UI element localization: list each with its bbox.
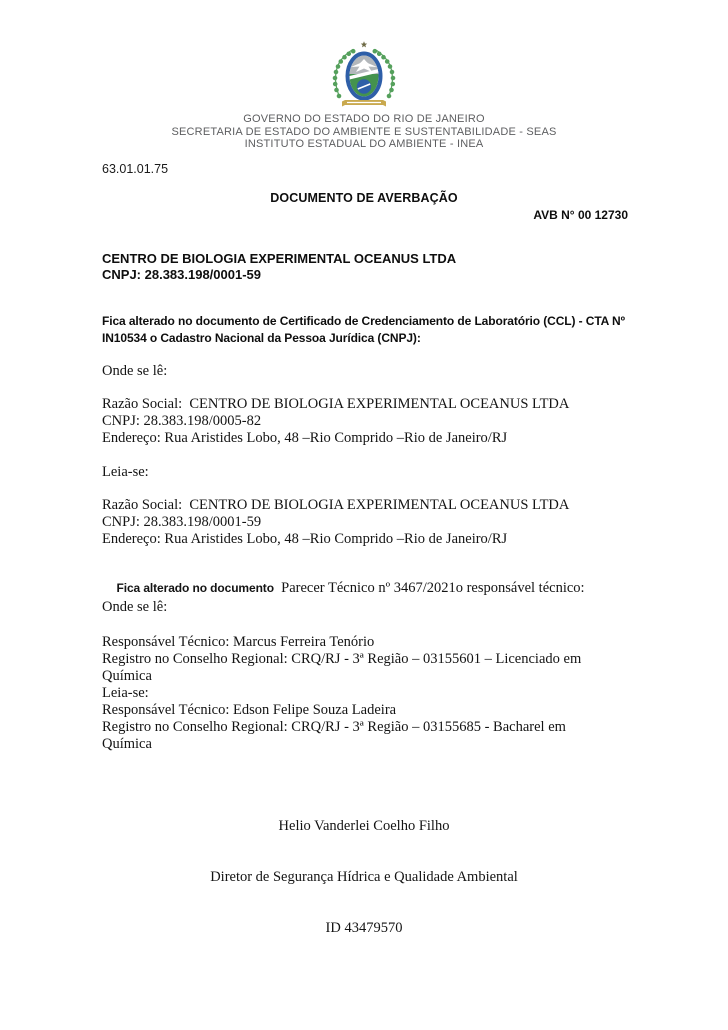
company-block: [102, 251, 456, 283]
gov-header-line-2: SECRETARIA DE ESTADO DO AMBIENTE E SUSTENTABILIDADE - SEAS: [171, 125, 557, 138]
leia-se-label-2: Leia-se:: [102, 685, 149, 701]
amendment2-intro: [102, 563, 662, 614]
endereco-original: Endereço: Rua Aristides Lobo, 48 –Rio Comprido –Rio de Janeiro/RJ: [102, 430, 508, 446]
document-title: DOCUMENTO DE AVERBAÇÃO: [270, 191, 458, 205]
coat-of-arms-svg: [322, 40, 406, 110]
amendment1-intro-line-1: Fica alterado no documento de Certificado de Credenciamento de Laboratório (CCL) - CTA Nº: [102, 314, 625, 328]
amendment2-intro-rest: Parecer Técnico nº 3467/2021o responsável técnico:: [273, 580, 585, 596]
leia-se-label-1: Leia-se:: [102, 464, 149, 480]
signature-name: Helio Vanderlei Coelho Filho: [278, 818, 450, 834]
gov-header-line-1: GOVERNO DO ESTADO DO RIO DE JANEIRO: [243, 113, 485, 125]
signature-role: Diretor de Segurança Hídrica e Qualidade Ambiental: [210, 869, 518, 885]
star-icon: [361, 41, 367, 47]
signature-block: [0, 784, 728, 971]
amendment2-block: [102, 634, 662, 753]
rio-de-janeiro-coat-of-arms-icon: [322, 40, 406, 110]
gov-header: [0, 113, 728, 151]
responsavel-corrected: Responsável Técnico: Edson Felipe Souza Ladeira: [102, 702, 397, 718]
registro-corrected-line1: Registro no Conselho Regional: CRQ/RJ - 3ª Região – 03155685 - Bacharel em: [102, 719, 566, 735]
responsavel-original: Responsável Técnico: Marcus Ferreira Tenório: [102, 634, 375, 650]
cnpj-original: CNPJ: 28.383.198/0005-82: [102, 413, 262, 429]
razao-social-corrected: Razão Social: CENTRO DE BIOLOGIA EXPERIMENTAL OCEANUS LTDA: [102, 497, 570, 513]
endereco-corrected: Endereço: Rua Aristides Lobo, 48 –Rio Comprido –Rio de Janeiro/RJ: [102, 531, 508, 547]
razao-social-original: Razão Social: CENTRO DE BIOLOGIA EXPERIMENTAL OCEANUS LTDA: [102, 396, 570, 412]
amendment1-intro: [102, 313, 630, 347]
registro-corrected-line2: Química: [102, 736, 152, 752]
company-cnpj: CNPJ: 28.383.198/0001-59: [102, 267, 262, 282]
signature-id: ID 43479570: [325, 920, 403, 936]
scroll-banner-icon: [342, 100, 386, 107]
company-name: CENTRO DE BIOLOGIA EXPERIMENTAL OCEANUS LTDA: [102, 251, 457, 266]
amendment1-corrected-block: [102, 497, 662, 548]
gov-header-line-3: INSTITUTO ESTADUAL DO AMBIENTE - INEA: [244, 138, 484, 150]
registro-original-line1: Registro no Conselho Regional: CRQ/RJ - 3ª Região – 03155601 – Licenciado em: [102, 651, 582, 667]
amendment1-original-block: [102, 396, 662, 447]
onde-se-le-label-1: Onde se lê:: [102, 363, 168, 379]
cnpj-corrected: CNPJ: 28.383.198/0001-59: [102, 514, 262, 530]
onde-se-le-label-2: Onde se lê:: [102, 599, 168, 615]
document-code: 63.01.01.75: [102, 162, 169, 176]
amendment2-intro-bold: Fica alterado no documento: [116, 581, 274, 595]
amendment1-intro-line-2: IN10534 o Cadastro Nacional da Pessoa Jurídica (CNPJ):: [102, 331, 421, 345]
avb-number: AVB N° 00 12730: [533, 208, 628, 222]
registro-original-line2: Química: [102, 668, 152, 684]
